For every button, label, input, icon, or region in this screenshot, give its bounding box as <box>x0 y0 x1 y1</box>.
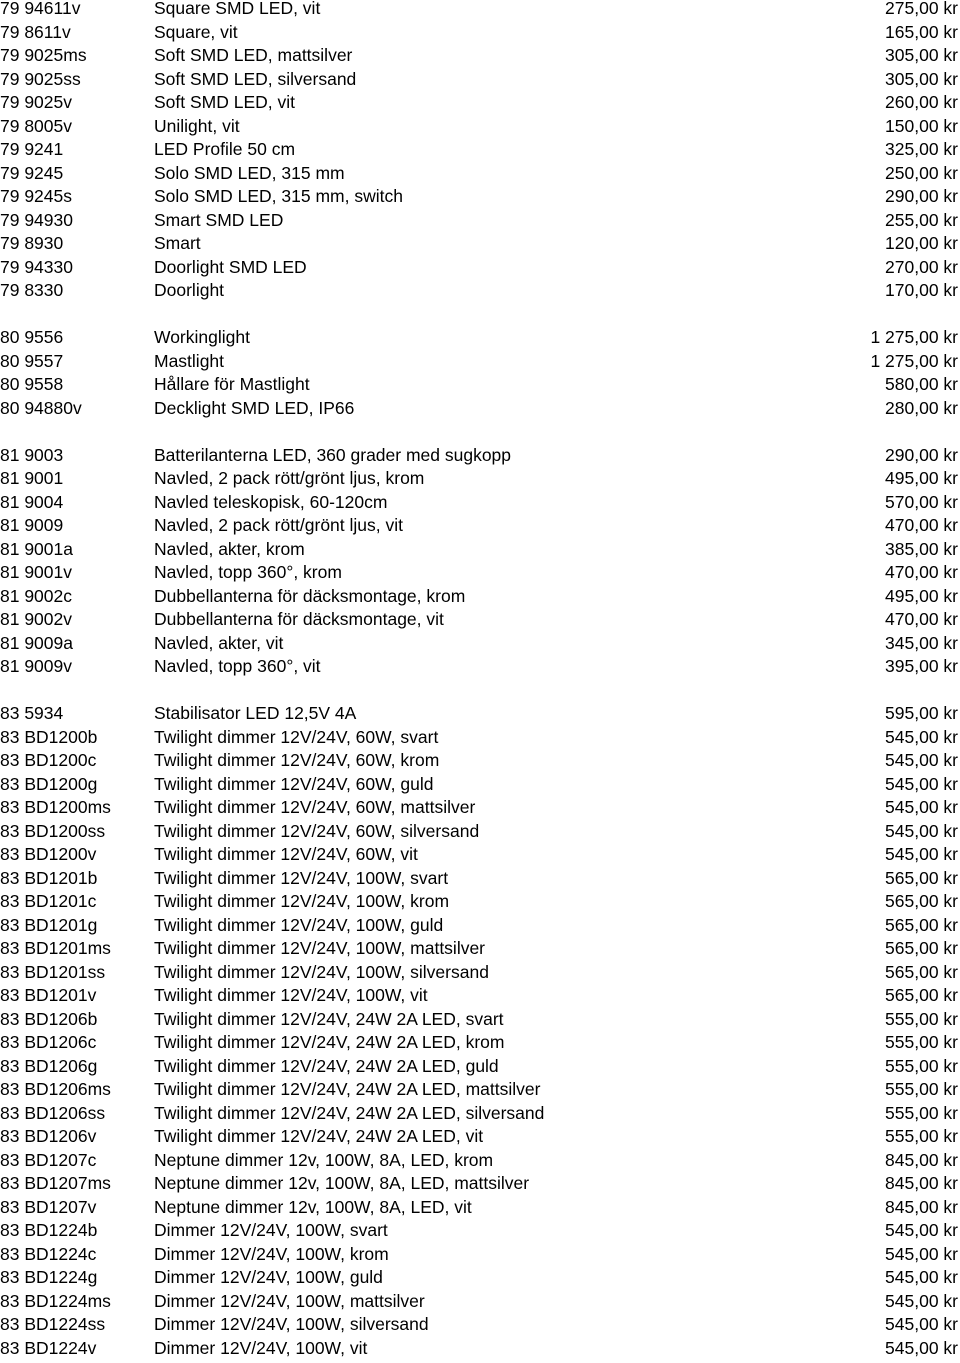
article-description: Neptune dimmer 12v, 100W, 8A, LED, krom <box>154 1149 494 1170</box>
article-code: 83 BD1207v <box>0 1196 97 1217</box>
price-row <box>0 538 960 565</box>
article-description: Doorlight SMD LED <box>154 256 307 277</box>
article-description: Twilight dimmer 12V/24V, 100W, guld <box>154 914 444 935</box>
price-row <box>0 1081 960 1105</box>
article-code: 83 BD1207ms <box>0 1173 111 1193</box>
article-code: 83 BD1206ms <box>0 1079 111 1099</box>
article-description: Twilight dimmer 12V/24V, 60W, mattsilver <box>154 797 476 817</box>
article-description: Navled teleskopisk, 60-120cm <box>154 491 388 512</box>
article-price: 545,00 kr <box>885 1220 958 1240</box>
article-description: LED Profile 50 cm <box>154 139 296 159</box>
article-description: Dimmer 12V/24V, 100W, silversand <box>154 1314 429 1334</box>
article-code: 80 9556 <box>0 327 64 347</box>
article-price: 545,00 kr <box>885 797 958 817</box>
article-description: Twilight dimmer 12V/24V, 24W 2A LED, vit <box>154 1126 484 1146</box>
article-description: Dimmer 12V/24V, 100W, krom <box>154 1243 389 1264</box>
article-price: 845,00 kr <box>885 1149 958 1170</box>
price-row <box>0 940 960 964</box>
article-description: Navled, topp 360°, krom <box>154 562 342 582</box>
price-row <box>0 893 960 917</box>
article-code: 83 BD1224c <box>0 1243 97 1264</box>
article-code: 79 9241 <box>0 139 64 159</box>
article-description: Twilight dimmer 12V/24V, 60W, vit <box>154 844 418 864</box>
article-code: 81 9004 <box>0 491 64 512</box>
article-description: Hållare för Mastlight <box>154 374 310 394</box>
article-code: 83 BD1200b <box>0 726 98 747</box>
article-price: 545,00 kr <box>885 726 958 747</box>
article-price: 545,00 kr <box>885 750 958 770</box>
price-row <box>0 773 960 800</box>
article-price: 555,00 kr <box>885 1126 958 1146</box>
article-description: Soft SMD LED, silversand <box>154 68 357 89</box>
article-code: 83 BD1206v <box>0 1126 97 1146</box>
article-description: Square SMD LED, vit <box>154 0 321 18</box>
article-price: 150,00 kr <box>885 115 958 136</box>
article-price: 250,00 kr <box>885 162 958 183</box>
article-price: 580,00 kr <box>885 374 958 394</box>
price-row <box>0 162 960 189</box>
article-code: 79 94930 <box>0 209 73 230</box>
article-description: Twilight dimmer 12V/24V, 60W, guld <box>154 773 434 794</box>
article-description: Navled, akter, vit <box>154 632 284 653</box>
article-code: 83 BD1200v <box>0 844 97 864</box>
article-code: 79 8005v <box>0 115 73 136</box>
article-description: Twilight dimmer 12V/24V, 24W 2A LED, silversand <box>154 1102 545 1123</box>
article-description: Batterilanterna LED, 360 grader med sugkopp <box>154 444 512 465</box>
article-code: 83 BD1201ss <box>0 961 106 982</box>
article-code: 81 9003 <box>0 444 64 465</box>
price-row <box>0 47 960 71</box>
article-code: 79 9025ss <box>0 68 81 89</box>
article-price: 325,00 kr <box>885 139 958 159</box>
price-row <box>0 256 960 283</box>
article-code: 81 9009a <box>0 632 73 653</box>
article-description: Twilight dimmer 12V/24V, 24W 2A LED, krom <box>154 1032 505 1052</box>
article-price: 495,00 kr <box>885 585 958 606</box>
article-price: 545,00 kr <box>885 1267 958 1287</box>
price-row <box>0 235 960 259</box>
article-price: 545,00 kr <box>885 1290 958 1311</box>
article-code: 81 9001 <box>0 468 64 488</box>
article-description: Dubbellanterna för däcksmontage, vit <box>154 609 444 629</box>
article-price: 555,00 kr <box>885 1055 958 1076</box>
article-code: 83 BD1201g <box>0 914 98 935</box>
article-price: 565,00 kr <box>885 938 958 958</box>
article-price: 170,00 kr <box>885 280 958 300</box>
article-description: Dimmer 12V/24V, 100W, mattsilver <box>154 1290 425 1311</box>
article-description: Smart SMD LED <box>154 209 284 230</box>
article-code: 79 9025ms <box>0 45 87 65</box>
price-row <box>0 799 960 823</box>
article-price: 845,00 kr <box>885 1196 958 1217</box>
price-row <box>0 282 960 306</box>
price-row <box>0 141 960 165</box>
article-code: 81 9009v <box>0 656 73 676</box>
article-code: 79 94330 <box>0 256 73 277</box>
price-row <box>0 961 960 988</box>
price-row <box>0 611 960 635</box>
price-row <box>0 329 960 353</box>
article-price: 120,00 kr <box>885 233 958 253</box>
article-code: 83 BD1200ms <box>0 797 111 817</box>
article-price: 470,00 kr <box>885 562 958 582</box>
article-description: Twilight dimmer 12V/24V, 24W 2A LED, mattsilver <box>154 1079 541 1099</box>
price-row <box>0 1128 960 1152</box>
article-description: Twilight dimmer 12V/24V, 60W, krom <box>154 750 440 770</box>
article-code: 83 BD1201v <box>0 985 97 1005</box>
article-price: 555,00 kr <box>885 1102 958 1123</box>
article-code: 83 BD1200ss <box>0 820 106 841</box>
article-price: 275,00 kr <box>885 0 958 18</box>
article-price: 470,00 kr <box>885 609 958 629</box>
price-row <box>0 1008 960 1035</box>
article-description: Dubbellanterna för däcksmontage, krom <box>154 585 466 606</box>
article-description: Doorlight <box>154 280 225 300</box>
article-code: 81 9002c <box>0 585 73 606</box>
article-description: Navled, topp 360°, vit <box>154 656 321 676</box>
price-row <box>0 1337 960 1363</box>
article-code: 83 BD1206b <box>0 1008 98 1029</box>
article-code: 83 BD1224g <box>0 1267 98 1287</box>
article-price: 555,00 kr <box>885 1032 958 1052</box>
article-code: 81 9001v <box>0 562 73 582</box>
article-description: Twilight dimmer 12V/24V, 100W, svart <box>154 867 449 888</box>
article-code: 83 BD1224ms <box>0 1290 111 1311</box>
price-row <box>0 1149 960 1176</box>
price-row <box>0 491 960 518</box>
article-code: 83 BD1201c <box>0 891 97 911</box>
price-row <box>0 726 960 753</box>
price-row <box>0 658 960 682</box>
article-code: 81 9002v <box>0 609 73 629</box>
price-row <box>0 1243 960 1270</box>
article-description: Twilight dimmer 12V/24V, 60W, svart <box>154 726 439 747</box>
article-description: Soft SMD LED, mattsilver <box>154 45 353 65</box>
article-price: 570,00 kr <box>885 491 958 512</box>
price-row <box>0 914 960 941</box>
price-row <box>0 1316 960 1340</box>
article-price: 845,00 kr <box>885 1173 958 1193</box>
article-price: 545,00 kr <box>885 844 958 864</box>
price-row <box>0 397 960 424</box>
article-price: 595,00 kr <box>885 703 958 723</box>
price-row <box>0 68 960 95</box>
article-code: 83 BD1200g <box>0 773 98 794</box>
article-price: 280,00 kr <box>885 397 958 418</box>
price-row <box>0 470 960 494</box>
price-row <box>0 0 960 24</box>
article-price: 305,00 kr <box>885 45 958 65</box>
article-price: 565,00 kr <box>885 985 958 1005</box>
article-description: Solo SMD LED, 315 mm <box>154 162 345 183</box>
article-code: 79 8330 <box>0 280 64 300</box>
article-code: 81 9009 <box>0 515 64 535</box>
article-code: 79 94611v <box>0 0 81 18</box>
article-price: 1 275,00 kr <box>870 327 958 347</box>
article-price: 1 275,00 kr <box>870 350 958 371</box>
article-price: 545,00 kr <box>885 1314 958 1334</box>
article-description: Mastlight <box>154 350 225 371</box>
article-price: 555,00 kr <box>885 1008 958 1029</box>
price-row <box>0 1175 960 1199</box>
price-row <box>0 188 960 212</box>
article-price: 545,00 kr <box>885 1243 958 1264</box>
article-code: 81 9001a <box>0 538 73 559</box>
article-price: 545,00 kr <box>885 773 958 794</box>
price-row <box>0 752 960 776</box>
article-code: 83 BD1206g <box>0 1055 98 1076</box>
price-row <box>0 705 960 729</box>
article-price: 270,00 kr <box>885 256 958 277</box>
article-description: Twilight dimmer 12V/24V, 24W 2A LED, svart <box>154 1008 504 1029</box>
article-price: 165,00 kr <box>885 21 958 42</box>
article-code: 83 BD1201b <box>0 867 98 888</box>
article-description: Twilight dimmer 12V/24V, 100W, krom <box>154 891 450 911</box>
article-price: 565,00 kr <box>885 961 958 982</box>
price-row <box>0 209 960 236</box>
article-description: Dimmer 12V/24V, 100W, svart <box>154 1220 388 1240</box>
article-price: 470,00 kr <box>885 515 958 535</box>
article-description: Navled, 2 pack rött/grönt ljus, vit <box>154 515 403 535</box>
article-price: 545,00 kr <box>885 820 958 841</box>
article-description: Solo SMD LED, 315 mm, switch <box>154 186 403 206</box>
price-row <box>0 21 960 48</box>
article-code: 79 9025v <box>0 92 73 112</box>
price-row <box>0 820 960 847</box>
price-row <box>0 1102 960 1129</box>
article-price: 305,00 kr <box>885 68 958 89</box>
article-code: 83 5934 <box>0 703 64 723</box>
price-row <box>0 585 960 612</box>
price-row <box>0 867 960 894</box>
article-description: Stabilisator LED 12,5V 4A <box>154 703 357 723</box>
article-code: 83 BD1224v <box>0 1337 97 1358</box>
price-row <box>0 1034 960 1058</box>
article-description: Dimmer 12V/24V, 100W, vit <box>154 1337 368 1358</box>
price-row <box>0 846 960 870</box>
article-description: Twilight dimmer 12V/24V, 60W, silversand <box>154 820 480 841</box>
price-row <box>0 1055 960 1082</box>
article-price: 565,00 kr <box>885 914 958 935</box>
article-description: Twilight dimmer 12V/24V, 100W, mattsilver <box>154 938 486 958</box>
article-description: Square, vit <box>154 21 238 42</box>
article-description: Twilight dimmer 12V/24V, 100W, vit <box>154 985 428 1005</box>
price-row <box>0 632 960 659</box>
article-description: Soft SMD LED, vit <box>154 92 296 112</box>
article-code: 79 9245 <box>0 162 64 183</box>
article-description: Neptune dimmer 12v, 100W, 8A, LED, mattsilver <box>154 1173 530 1193</box>
article-description: Decklight SMD LED, IP66 <box>154 397 355 418</box>
article-price: 345,00 kr <box>885 632 958 653</box>
article-description: Navled, 2 pack rött/grönt ljus, krom <box>154 468 425 488</box>
article-code: 83 BD1224b <box>0 1220 98 1240</box>
price-row <box>0 1222 960 1246</box>
price-row <box>0 1196 960 1223</box>
article-price: 555,00 kr <box>885 1079 958 1099</box>
article-description: Workinglight <box>154 327 250 347</box>
article-price: 385,00 kr <box>885 538 958 559</box>
article-code: 83 BD1207c <box>0 1149 97 1170</box>
price-row <box>0 1269 960 1293</box>
price-row <box>0 1290 960 1317</box>
article-code: 83 BD1201ms <box>0 938 111 958</box>
price-row <box>0 115 960 142</box>
price-row <box>0 517 960 541</box>
article-price: 395,00 kr <box>885 656 958 676</box>
article-description: Twilight dimmer 12V/24V, 24W 2A LED, guld <box>154 1055 499 1076</box>
price-row <box>0 564 960 588</box>
article-price: 565,00 kr <box>885 891 958 911</box>
article-code: 80 94880v <box>0 397 82 418</box>
price-row <box>0 350 960 377</box>
article-price: 290,00 kr <box>885 186 958 206</box>
article-description: Dimmer 12V/24V, 100W, guld <box>154 1267 383 1287</box>
article-description: Twilight dimmer 12V/24V, 100W, silversand <box>154 961 489 982</box>
article-price: 545,00 kr <box>885 1337 958 1358</box>
article-price: 290,00 kr <box>885 444 958 465</box>
article-code: 80 9557 <box>0 350 64 371</box>
article-description: Unilight, vit <box>154 115 240 136</box>
article-code: 83 BD1206c <box>0 1032 97 1052</box>
article-description: Neptune dimmer 12v, 100W, 8A, LED, vit <box>154 1196 472 1217</box>
article-code: 83 BD1206ss <box>0 1102 106 1123</box>
article-description: Navled, akter, krom <box>154 538 305 559</box>
article-description: Smart <box>154 233 201 253</box>
article-code: 83 BD1200c <box>0 750 97 770</box>
article-price: 260,00 kr <box>885 92 958 112</box>
article-price: 255,00 kr <box>885 209 958 230</box>
article-code: 80 9558 <box>0 374 64 394</box>
article-price: 565,00 kr <box>885 867 958 888</box>
price-row <box>0 376 960 400</box>
price-row <box>0 94 960 118</box>
article-code: 79 9245s <box>0 186 73 206</box>
article-code: 79 8611v <box>0 21 71 42</box>
article-price: 495,00 kr <box>885 468 958 488</box>
price-row <box>0 444 960 471</box>
article-code: 79 8930 <box>0 233 64 253</box>
article-code: 83 BD1224ss <box>0 1314 106 1334</box>
price-row <box>0 987 960 1011</box>
